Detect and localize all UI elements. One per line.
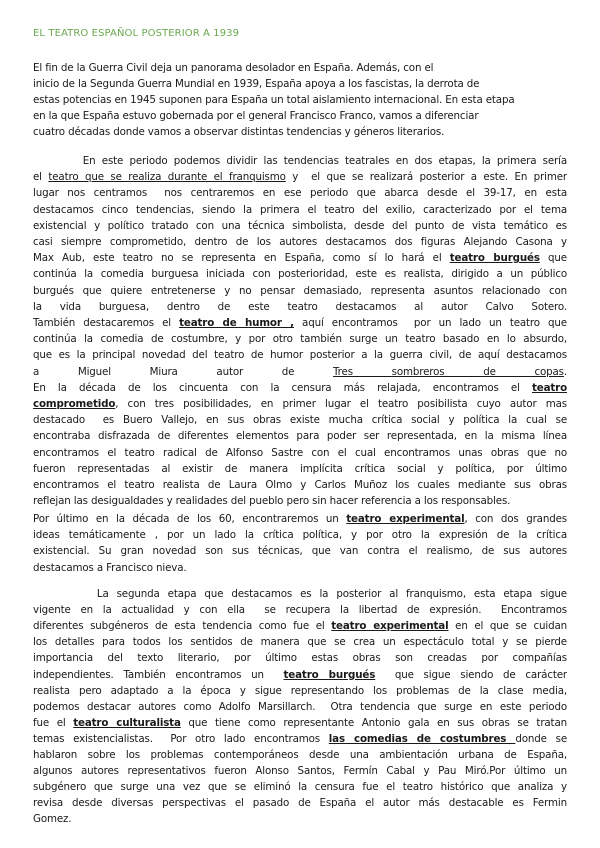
text-line: [33, 268, 567, 280]
text-run: .: [563, 365, 567, 378]
text-run: inicio de la Segunda Guerra Mundial en 1939, España apoya a los fascistas, la derrota de: [33, 78, 480, 90]
text-line: [33, 62, 433, 74]
highlighted-term: teatro experimental: [331, 620, 449, 633]
text-run: encontramos el teatro radical de Alfonso Sastre con el cual encontramos unas obras que no: [33, 446, 567, 459]
text-run: realista pero adaptado a la época y sigue representando los problemas de la clase media,: [33, 684, 567, 697]
text-run: que: [539, 252, 567, 265]
text-run: , con dos grandes: [464, 513, 567, 525]
text-line: [33, 685, 567, 697]
text-line: [33, 252, 567, 264]
text-line: [33, 204, 567, 216]
text-line: [33, 333, 567, 345]
text-run: fue el: [33, 716, 74, 729]
text-run: El fin de la Guerra Civil deja un panorama desolador en España. Además, con el: [33, 62, 434, 74]
text-run: destacamos a Francisco nieva.: [33, 561, 187, 574]
text-line: [33, 669, 567, 681]
text-run: continúa la comedia burguesa iniciada con posterioridad, este es realista, dirigido a un público: [33, 268, 567, 281]
text-line: [33, 126, 444, 138]
text-line: [33, 236, 567, 248]
text-line: [33, 78, 479, 90]
text-line: [33, 301, 567, 313]
text-run: aquí encontramos por un lado un teatro que: [293, 317, 567, 329]
text-run: lugar nos centramos nos centraremos en ese periodo que abarca desde el 39-17, en esta: [33, 187, 567, 200]
text-run: En la década de los cincuenta con la censura más relajada, encontramos el: [33, 381, 532, 394]
text-line: [33, 813, 71, 825]
text-run: encontraba disfrazada de diferentes elementos para poder ser representada, en la misma línea: [33, 430, 567, 443]
underlined-term: Tres sombreros de copas: [333, 365, 564, 378]
text-line: [33, 717, 567, 729]
text-run: la vida burguesa, dentro de este teatro destacamos al autor Calvo Sotero.: [33, 300, 567, 313]
text-run: casi siempre comprometido, dentro de los autores destacamos dos figuras Alejando Casona y: [33, 236, 567, 248]
text-run: podemos destacar autores como Adolfo Marsillarch. Otra tendencia que surge en este periodo: [33, 700, 567, 713]
highlighted-term: teatro de humor ,: [179, 317, 294, 329]
text-line: [33, 495, 510, 507]
text-line: [33, 701, 567, 713]
text-run: independientes. También encontramos un: [33, 668, 284, 681]
text-line: [33, 220, 567, 232]
text-run: algunos autores representativos fueron Alonso Santos, Fermín Cabal y Pau Miró.Por último un: [33, 765, 567, 778]
text-line: [33, 366, 567, 378]
text-line: [33, 430, 567, 442]
text-line: [33, 317, 567, 329]
document-title: EL TEATRO ESPAÑOL POSTERIOR A 1939: [33, 28, 240, 39]
text-run: Max Aub, este teatro no se representa en España, como sí lo hará el: [33, 252, 450, 265]
text-run: En este periodo podemos dividir las tendencias teatrales en dos etapas, la primera sería: [33, 155, 567, 167]
text-run: existencial. Su gran novedad son sus técnicas, que van contra el realismo, de sus autores: [33, 545, 567, 558]
text-line: [33, 749, 567, 761]
text-run: burgués que quiere entretenerse y no pensar demasiado, representa asuntos relacionado con: [33, 284, 567, 297]
text-line: [33, 604, 567, 616]
text-line: [33, 513, 567, 525]
text-run: diferentes subgéneros de esta tendencia como fue el: [33, 620, 332, 633]
text-run: encontramos el teatro realista de Laura Olmo y Carlos Muñoz los cuales mediante sus obras: [33, 479, 567, 491]
text-run: que tiene como representante Antonio gala en sus obras se tratan: [180, 716, 567, 729]
text-line: [33, 171, 567, 183]
text-line: [33, 562, 187, 574]
text-run: subgénero que surge una vez que se eliminó la censura fue el teatro histórico que analiza y: [33, 781, 567, 794]
text-run: hablaron sobre los problemas contemporáneos desde una ambientación urbana de España,: [33, 749, 567, 761]
text-line: [33, 781, 567, 793]
text-run: Por último en la década de los 60, encontraremos un: [33, 513, 347, 525]
text-run: y el que se realizará posterior a este. En primer: [285, 171, 567, 184]
text-run: La segunda etapa que destacamos es la posterior al franquismo, esta etapa sigue: [33, 588, 567, 600]
highlighted-term: teatro experimental: [346, 513, 465, 525]
text-run: vigente en la actualidad y con ella se recupera la libertad de expresión. Encontramos: [33, 604, 567, 617]
text-line: [33, 479, 567, 491]
text-run: el: [33, 171, 49, 184]
text-run: destacamos cinco tendencias, siendo la primera el teatro del exilio, caracterizado por el tema: [33, 203, 567, 216]
text-line: [33, 636, 567, 648]
text-run: que sigue siendo de carácter: [375, 668, 567, 681]
text-line: [33, 733, 567, 745]
text-run: estas potencias en 1945 suponen para España un total aislamiento internacional. En esta etapa: [33, 94, 515, 106]
text-run: en la que España estuvo gobernada por el general Francisco Franco, vamos a diferenciar: [33, 110, 479, 122]
text-line: [33, 652, 567, 664]
text-run: los detalles para todos los sentidos de manera que se crea un espectáculo total y se pierde: [33, 636, 567, 649]
highlighted-term: teatro culturalista: [73, 716, 181, 729]
text-line: [33, 155, 567, 167]
text-run: destacado es Buero Vallejo, en sus obras existe mucha crítica social y política la cual se: [33, 414, 567, 427]
text-run: , con tres posibilidades, en primer lugar el teatro posibilista cuyo autor mas: [115, 398, 567, 410]
text-line: [33, 765, 567, 777]
text-run: revisa desde diversas perspectivas el pasado de España el autor más destacable es Fermin: [33, 797, 567, 810]
highlighted-term: comprometido: [33, 398, 116, 410]
text-line: [33, 463, 567, 475]
text-run: reflejan las desigualdades y realidades del pueblo pero sin hacer referencia a los responsables.: [33, 495, 511, 508]
text-line: [33, 285, 567, 297]
underlined-term: teatro que se realiza durante el franquismo: [48, 171, 286, 184]
text-line: [33, 349, 567, 361]
text-line: [33, 545, 567, 557]
text-line: [33, 187, 567, 199]
highlighted-term: teatro: [531, 381, 567, 394]
text-line: [33, 382, 567, 394]
text-line: [33, 94, 515, 106]
text-run: donde se: [515, 732, 567, 745]
text-run: a Miguel Miura autor de: [33, 365, 334, 378]
text-line: [33, 620, 567, 632]
text-line: [33, 398, 567, 410]
highlighted-term: teatro burgués: [449, 252, 540, 265]
text-run: importancia del texto literario, por último estas obras son creadas por compañías: [33, 652, 567, 665]
text-run: Gomez.: [33, 813, 72, 826]
highlighted-term: teatro burgués: [283, 668, 376, 681]
text-run: temas existencialistas. Por otro lado encontramos: [33, 732, 329, 745]
highlighted-term: las comedias de costumbres: [328, 732, 516, 745]
text-run: existencial y político tratado con una técnica simbolista, desde del punto de vista temático es: [33, 219, 567, 232]
text-run: continúa la comedia de costumbre, y por otro también surge un teatro basado en lo absurdo,: [33, 333, 567, 346]
text-run: fueron representadas al existir de manera implícita crítica social y política, por último: [33, 462, 567, 475]
text-run: ideas temáticamente , por un lado la crítica política, y por otro la expresión de la crítica: [33, 529, 567, 542]
text-run: cuatro décadas donde vamos a observar distintas tendencias y géneros literarios.: [33, 126, 445, 138]
text-line: [33, 414, 567, 426]
text-line: [33, 797, 567, 809]
text-line: [33, 588, 567, 600]
text-line: [33, 447, 567, 459]
text-line: [33, 110, 478, 122]
text-run: en el que se cuidan: [448, 620, 567, 633]
text-run: También destacaremos el: [33, 317, 180, 329]
text-run: que es la principal novedad del teatro de humor posterior a la guerra civil, de aquí destacamos: [33, 349, 567, 362]
text-line: [33, 529, 567, 541]
